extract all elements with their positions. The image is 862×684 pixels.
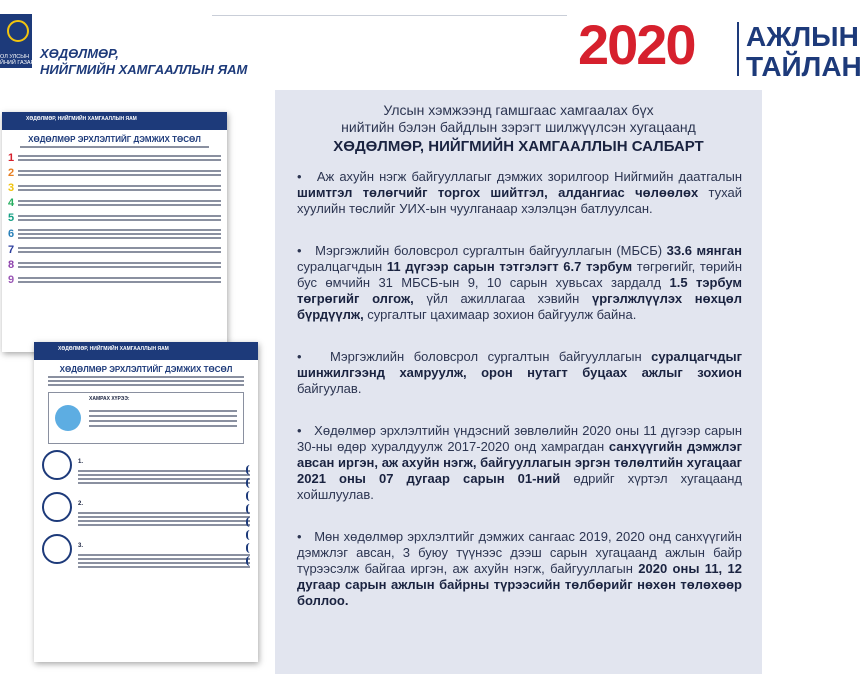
brochure-item: 3 xyxy=(8,182,221,194)
report-label-line2: ТАЙЛАН xyxy=(746,51,862,82)
brochure-step: 2. xyxy=(42,492,250,528)
brochure-item: 7 xyxy=(8,244,221,256)
ministry-logo xyxy=(0,14,35,68)
state-emblem-icon xyxy=(7,20,29,42)
step-icon xyxy=(42,450,72,480)
header-divider xyxy=(212,15,567,16)
logo-text: ОЛ УЛСЫН ЙНИЙ ГАЗАР xyxy=(0,54,35,66)
brochure-item: 2 xyxy=(8,167,221,179)
header-vertical-divider xyxy=(737,22,739,76)
brochure-item: 5 xyxy=(8,212,221,224)
brochure-page-1 xyxy=(2,112,227,352)
mongolian-script-decoration xyxy=(246,462,260,569)
brochure-subtitle xyxy=(42,376,250,386)
step-icon xyxy=(42,534,72,564)
brochure-scope-box xyxy=(48,392,244,444)
brochure-page-2 xyxy=(34,342,258,662)
brochure-org: ХӨДӨЛМӨР, НИЙГМИЙН ХАМГААЛЛЫН ЯАМ xyxy=(58,346,169,352)
brochure-step: 1. xyxy=(42,450,250,486)
text-panel xyxy=(275,90,762,674)
panel-subtitle-line2: нийтийн бэлэн байдлын зэрэгт шилжүүлсэн хугацаанд xyxy=(341,119,696,135)
brochure-item: 9 xyxy=(8,274,221,286)
bullet-list xyxy=(297,169,742,609)
brochure-title: ХӨДӨЛМӨР ЭРХЛЭЛТИЙГ ДЭМЖИХ ТӨСӨЛ xyxy=(59,365,233,374)
bullet-item: • Аж ахуйн нэгж байгууллагыг дэмжих зорилгоор Нийгмийн даатгалын шимтгэл төлөгчийг торгох шийтгэл, алдангиас чөлөөлөх тухай хуулийн төслийг УИХ-ын чуулганаар хэлэлцэн батлуулсан. xyxy=(297,169,742,216)
brochure-item: 4 xyxy=(8,197,221,209)
brochure-org: ХӨДӨЛМӨР, НИЙГМИЙН ХАМГААЛЛЫН ЯАМ xyxy=(26,116,137,122)
brochure-item: 1 xyxy=(8,152,221,164)
panel-subtitle-line1: Улсын хэмжээнд гамшгаас хамгаалах бүх xyxy=(383,102,654,118)
bullet-item: • Хөдөлмөр эрхлэлтийн үндэсний зөвлөлийн 2020 оны 11 дүгээр сарын 30-ны өдөр хуралдуулж 2017-2020 онд хамрагдан санхүүгийн дэмжлэг авсан иргэн, аж ахуйн нэгж, байгууллагын эргэн төлөлтийн хугацааг 2021 оны 07 дугаар сарын 01-ний өдрийг хүртэл хугацаанд хойшлуулав. xyxy=(297,423,743,502)
brochure-item: 8 xyxy=(8,259,221,271)
bullet-item: • Мэргэжлийн боловсрол сургалтын байгууллагын суралцагчдыг шинжилгээнд хамруулж, орон нутагт буцаах ажлыг зохион байгуулав. xyxy=(297,349,742,396)
report-label-line1: АЖЛЫН xyxy=(746,21,859,52)
brochure-title: ХӨДӨЛМӨР ЭРХЛЭЛТИЙГ ДЭМЖИХ ТӨСӨЛ xyxy=(28,135,201,144)
people-icon xyxy=(55,405,81,431)
bullet-item: • Мөн хөдөлмөр эрхлэлтийг дэмжих сангаас 2019, 2020 онд санхүүгийн дэмжлэг авсан, 3 буюу түүнээс дээш сарын хугацаанд ажлын байр түрээсэлж байгаа иргэн, аж ахуйн нэгж, байгууллагын 2020 оны 11, 12 дугаар сарын ажлын байрны түрээсийн төлбөрийг нөхөн төлөхөөр боллоо. xyxy=(297,529,742,608)
panel-title: ХӨДӨЛМӨР, НИЙГМИЙН ХАМГААЛЛЫН САЛБАРТ xyxy=(333,138,704,155)
report-year: 2020 xyxy=(578,13,695,76)
brochure-step: 3. xyxy=(42,534,250,570)
bullet-item: • Мэргэжлийн боловсрол сургалтын байгууллагын (МБСБ) 33.6 мянган суралцагчдын 11 дүгээр сарын тэтгэлэгт 6.7 тэрбум төгрөгийг, төрийн бус өмчийн 31 МБСБ-ын 9, 10 сарын хувьсах зардалд 1.5 тэрбум төгрөгийг олгож, үйл ажиллагаа хэвийн үргэлжлүүлэх нөхцөл бүрдүүлж, сургалтыг цахимаар зохион байгуулж байна. xyxy=(297,243,743,322)
panel-subtitle xyxy=(275,102,762,136)
report-label xyxy=(746,22,862,82)
ministry-name-line2: НИЙГМИЙН ХАМГААЛЛЫН ЯАМ xyxy=(40,62,248,77)
brochure-header xyxy=(34,342,258,360)
step-icon xyxy=(42,492,72,522)
ministry-name-line1: ХӨДӨЛМӨР, xyxy=(40,46,119,61)
brochure-item: 6 xyxy=(8,227,221,241)
brochure-scope-title: ХАМРАХ ХҮРЭЭ: xyxy=(89,396,130,402)
brochure-header xyxy=(2,112,227,130)
ministry-name xyxy=(40,46,247,78)
brochure-subtitle xyxy=(10,146,219,148)
